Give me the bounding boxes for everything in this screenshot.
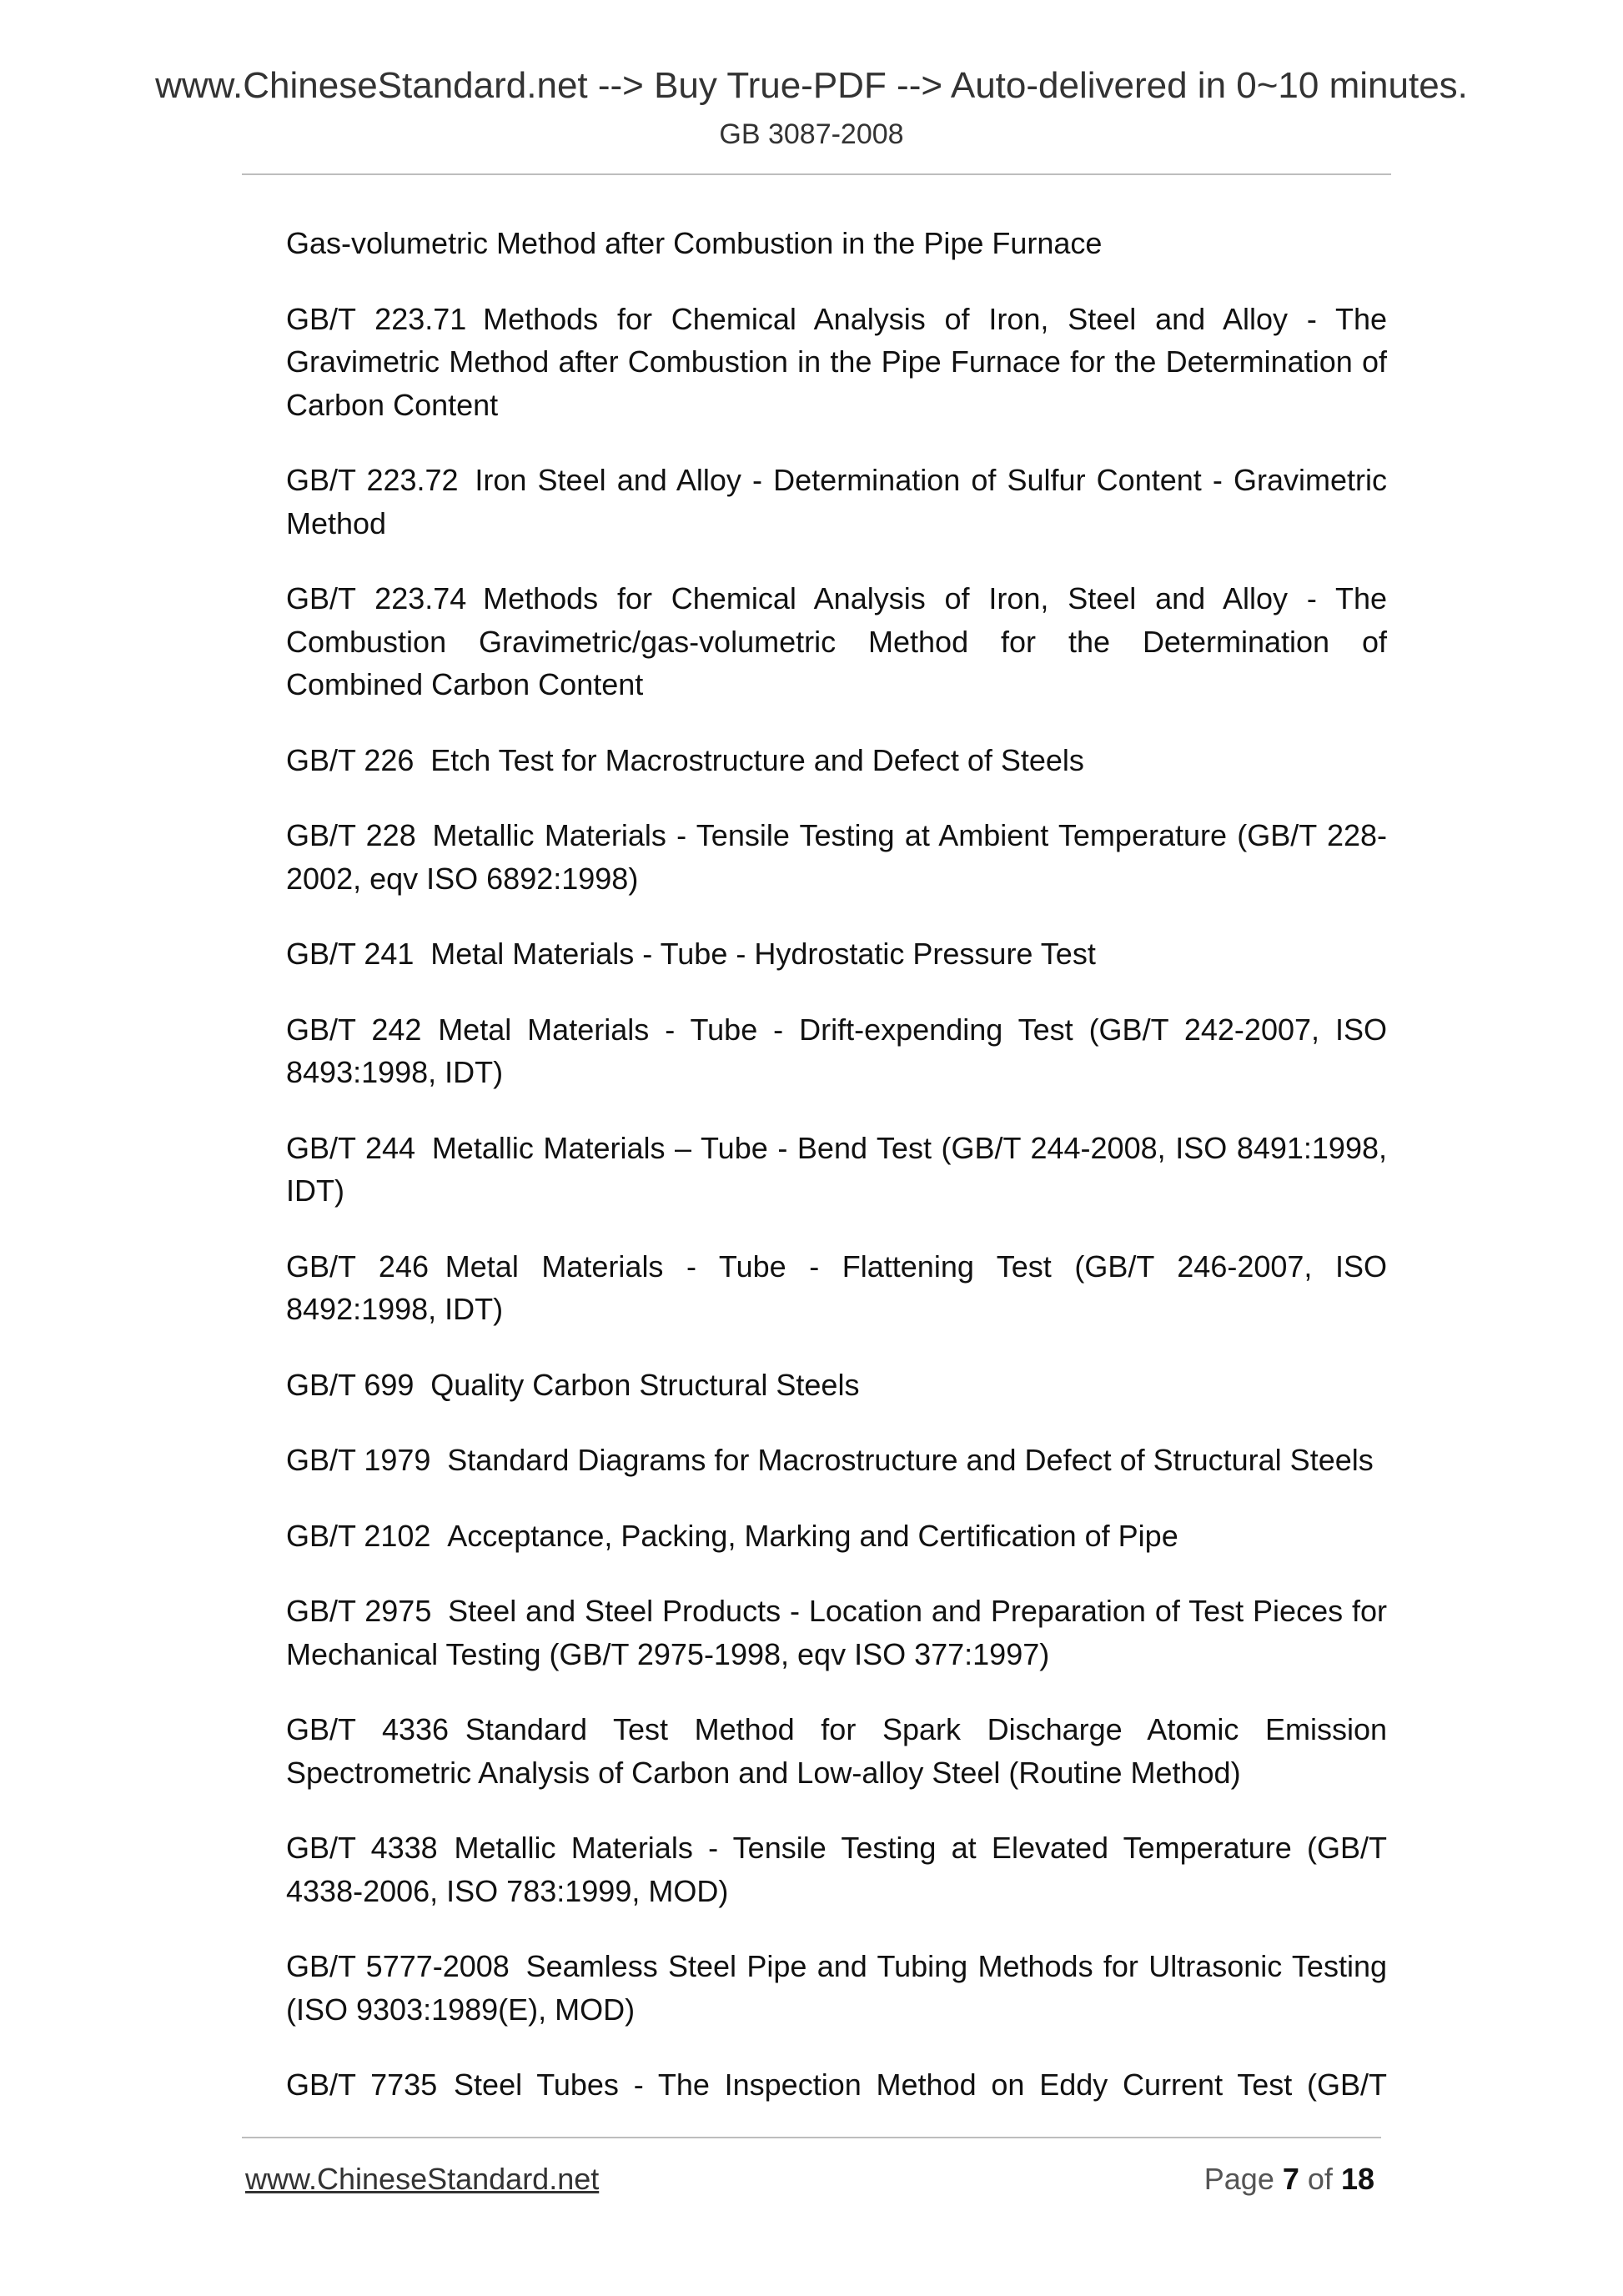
reference-title: Etch Test for Macrostructure and Defect of Steels [430, 742, 1084, 777]
header-divider [242, 173, 1391, 175]
reference-code: GB/T 4336 [286, 1712, 450, 1746]
reference-title: Metal Materials - Tube - Hydrostatic Pressure Test [430, 937, 1096, 971]
reference-title: Standard Diagrams for Macrostructure and Defect of Structural Steels [447, 1443, 1374, 1477]
reference-code: GB/T 223.71 [286, 301, 467, 336]
reference-title: Metallic Materials – Tube - Bend Test (GB/T 244-2008, ISO 8491:1998, IDT) [286, 1130, 1387, 1208]
reference-code: GB/T 246 [286, 1248, 429, 1284]
reference-entry [286, 1245, 1387, 1331]
reference-entry [286, 814, 1387, 900]
reference-code: GB/T 5777-2008 [286, 1949, 510, 1983]
reference-entry [286, 1826, 1387, 1912]
reference-entry [286, 739, 1387, 782]
footer-divider [242, 2137, 1381, 2138]
reference-title: Iron Steel and Alloy - Determination of Sulfur Content - Gravimetric Method [286, 463, 1387, 540]
document-code: GB 3087-2008 [719, 118, 904, 150]
reference-entry [286, 1515, 1387, 1558]
reference-entry [286, 1127, 1387, 1213]
reference-code: GB/T 241 [286, 937, 415, 971]
reference-code: GB/T 699 [286, 1367, 415, 1402]
reference-code: GB/T 1979 [286, 1443, 431, 1477]
reference-code: GB/T 226 [286, 742, 415, 777]
reference-code: GB/T 223.72 [286, 463, 459, 497]
reference-title: Metal Materials - Tube - Flattening Test (GB/T 246-2007, ISO 8492:1998, IDT) [286, 1248, 1388, 1326]
reference-entry [286, 298, 1387, 427]
reference-title: Metal Materials - Tube - Drift-expending Test (GB/T 242-2007, ISO 8493:1998, IDT) [286, 1012, 1387, 1089]
references-list [286, 222, 1387, 2107]
reference-code: GB/T 4338 [286, 1831, 438, 1865]
header-banner: www.ChineseStandard.net --> Buy True-PDF --> Auto-delivered in 0~10 minutes. [155, 65, 1468, 106]
reference-entry [286, 1008, 1387, 1094]
reference-code: GB/T 228 [286, 818, 416, 852]
reference-entry [286, 932, 1387, 976]
page-of-label: of [1307, 2162, 1333, 2196]
reference-title: Steel and Steel Products - Location and Preparation of Test Pieces for Mechanical Testing (GB/T 2975-1998, eqv ISO 377:1997) [286, 1594, 1387, 1671]
reference-entry [286, 459, 1387, 545]
reference-code: GB/T 242 [286, 1012, 422, 1047]
reference-title: Metallic Materials - Tensile Testing at Ambient Temperature (GB/T 228-2002, eqv ISO 6892:1998) [286, 818, 1387, 896]
reference-title: Methods for Chemical Analysis of Iron, Steel and Alloy - The Gravimetric Method after Combustion in the Pipe Furnace for the Determination of Carbon Content [286, 301, 1387, 422]
reference-title: Acceptance, Packing, Marking and Certification of Pipe [447, 1518, 1178, 1553]
reference-entry [286, 577, 1387, 706]
page-label: Page [1203, 2162, 1274, 2196]
reference-code: GB/T 223.74 [286, 581, 467, 615]
reference-title: Steel Tubes - The Inspection Method on Eddy Current Test (GB/T [454, 2067, 1387, 2102]
reference-code: GB/T 2975 [286, 1594, 432, 1628]
reference-entry [286, 1708, 1387, 1794]
reference-title: Quality Carbon Structural Steels [430, 1367, 860, 1402]
reference-code: GB/T 244 [286, 1130, 416, 1165]
continuation-text: Gas-volumetric Method after Combustion in the Pipe Furnace [286, 226, 1103, 260]
reference-title: Standard Test Method for Spark Discharge Atomic Emission Spectrometric Analysis of Carbon and Low-alloy Steel (Routine Method) [286, 1712, 1387, 1790]
reference-entry [286, 1945, 1387, 2031]
reference-entry [286, 2063, 1387, 2107]
reference-title: Methods for Chemical Analysis of Iron, Steel and Alloy - The Combustion Gravimetric/gas-volumetric Method for the Determination of Combined Carbon Content [286, 581, 1387, 701]
reference-entry [286, 1590, 1387, 1676]
reference-title: Seamless Steel Pipe and Tubing Methods for Ultrasonic Testing (ISO 9303:1989(E), MOD) [286, 1949, 1387, 2027]
page-total: 18 [1340, 2162, 1374, 2196]
page-indicator [1204, 2162, 1374, 2197]
reference-entry [286, 1439, 1387, 1482]
reference-title: Metallic Materials - Tensile Testing at Elevated Temperature (GB/T 4338-2006, ISO 783:1999, MOD) [286, 1831, 1387, 1908]
reference-code: GB/T 2102 [286, 1518, 431, 1553]
page-current: 7 [1282, 2162, 1299, 2196]
reference-code: GB/T 7735 [286, 2067, 438, 2102]
reference-entry [286, 1364, 1387, 1407]
footer-website-link[interactable]: www.ChineseStandard.net [245, 2162, 600, 2196]
